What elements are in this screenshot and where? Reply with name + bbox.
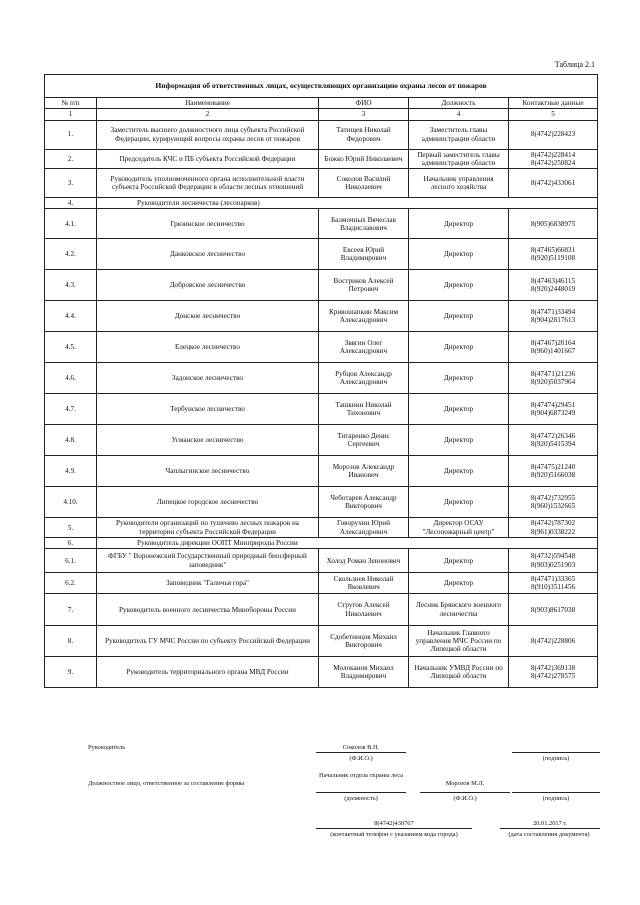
row-position: Начальник управления лесного хозяйства [409,169,509,198]
table-row [45,198,598,209]
table-row [45,394,598,425]
row-contact: 8(47474)29451 8(904)6873249 [509,394,598,425]
row-number: 4.8. [45,425,97,456]
contact-phone-line [316,828,472,829]
row-name: Елецкое лесничество [97,332,319,363]
row-fio: Звягин Олег Александрович [319,332,409,363]
responsible-name: Морозов М.Л. [445,780,485,787]
row-contact: 8(4742)228423 [509,120,598,149]
row-number: 6.2. [45,573,97,594]
row-position: Начальник УМВД России по Липецкой области [409,657,509,688]
table-row [45,573,598,594]
row-contact: 8(4742)787302 8(961)0338222 [509,518,598,538]
row-name: Усманское лесничество [97,425,319,456]
column-header: Должность [409,98,509,109]
head-label: Руководитель [88,744,126,751]
row-name: Руководитель ГУ МЧС России по субъекту Российской Федерации [97,626,319,657]
row-name: Донское лесничество [97,301,319,332]
row-fio: Божко Юрий Николаевич [319,149,409,169]
row-number: 5. [45,518,97,538]
responsible-sign-line [512,792,600,793]
column-header: Наименование [97,98,319,109]
table-row [45,270,598,301]
row-contact: 8(47472)26346 8(920)5415394 [509,425,598,456]
row-fio: Стругов Алексей Николаевич [319,594,409,626]
row-position: Директор [409,456,509,487]
table-row [45,209,598,239]
table-row [45,487,598,518]
row-name: Грязинское лесничество [97,209,319,239]
responsible-name-line [420,792,510,793]
row-position: Директор [409,301,509,332]
row-position: Начальник Главного управления МЧС России по Липецкой области [409,626,509,657]
section-name: Руководитель дирекции ООПТ Минприроды России [97,537,598,548]
row-position: Директор [409,487,509,518]
row-fio: Татищев Николай Федорович [319,120,409,149]
row-contact: 8(47471)21236 8(920)5037964 [509,363,598,394]
table-row [45,549,598,573]
row-name: Чаплыгинское лесничество [97,456,319,487]
row-fio: Рубцов Александр Александрович [319,363,409,394]
row-number: 4.3. [45,270,97,301]
row-contact: 8(47471)33365 8(910)3511456 [509,573,598,594]
row-contact: 8(4742)732955 8(960)1532665 [509,487,598,518]
row-contact: 8(903)8617038 [509,594,598,626]
row-position: Лесник Брянского военного лесничества [409,594,509,626]
table-row [45,425,598,456]
row-fio: Холод Роман Зенонович [319,549,409,573]
table-row [45,518,598,538]
table-title: Информация об ответственных лицах, осуществляющих организацию охраны лесов от пожаров [45,75,598,98]
row-name: Добровское лесничество [97,270,319,301]
column-number-row [45,109,598,120]
column-header: ФИО [319,98,409,109]
row-fio: Говорухин Юрий Александрович [319,518,409,538]
row-name: Руководитель территориального органа МВД России [97,657,319,688]
row-name: Задонское лесничество [97,363,319,394]
column-header: № п/п [45,98,97,109]
row-fio: Чеботарев Александр Викторович [319,487,409,518]
document-date-line [500,828,600,829]
row-name: Липецкое городское лесничество [97,487,319,518]
row-number: 3. [45,169,97,198]
table-row [45,456,598,487]
responsible-label: Должностное лицо, ответственное за составление формы [88,780,245,787]
row-position: Директор [409,573,509,594]
row-name: Данковское лесничество [97,239,319,270]
table-row [45,537,598,548]
table-row [45,626,598,657]
head-name-caption: (Ф.И.О.) [349,755,373,762]
table-row [45,239,598,270]
row-contact: 8(4742)369138 8(4742)278575 [509,657,598,688]
table-row [45,169,598,198]
row-contact: 8(4732)594548 8(903)0251903 [509,549,598,573]
column-number: 3 [319,109,409,120]
row-position: Первый заместитель главы администрации области [409,149,509,169]
row-number: 2. [45,149,97,169]
row-contact: 8(905)6838975 [509,209,598,239]
document-date: 20.01.2017 г. [533,820,567,827]
head-sign-line [512,752,600,753]
column-number: 4 [409,109,509,120]
row-position: Директор [409,425,509,456]
row-number: 4. [45,198,97,209]
row-name: Заместитель высшего должностного лица субъекта Российской Федерации, курирующий вопросы охраны лесов от пожаров [97,120,319,149]
row-number: 4.7. [45,394,97,425]
row-name: Руководитель военного лесничества Минобороны России [97,594,319,626]
responsible-name-caption: (Ф.И.О.) [453,795,477,802]
row-number: 6.1. [45,549,97,573]
row-position: Директор [409,332,509,363]
row-position: Директор [409,209,509,239]
row-fio: Скользнев Николай Яковлевич [319,573,409,594]
row-fio: Молоканов Михаил Владимирович [319,657,409,688]
row-number: 4.4. [45,301,97,332]
row-fio: Морозов Александр Иванович [319,456,409,487]
row-fio: Евсеев Юрий Владимирович [319,239,409,270]
row-number: 4.6. [45,363,97,394]
row-contact: 8(47465)66831 8(920)5119108 [509,239,598,270]
responsible-persons-table [44,74,598,688]
responsible-sign-caption: (подпись) [542,795,570,802]
row-contact: 8(4742)433061 [509,169,598,198]
row-fio: Титаренко Денис Сергеевич [319,425,409,456]
responsible-position-caption: (должность) [344,795,378,802]
row-position: Директор [409,394,509,425]
contact-phone: 8(4742)430767 [374,820,414,827]
document-date-caption: (дата составления документа) [508,831,590,838]
responsible-position-line [316,792,406,793]
contact-phone-caption: (контактный телефон с указанием кода города) [330,831,458,838]
row-name: Тербунское лесничество [97,394,319,425]
row-fio: Сдобетинцов Михаил Викторович [319,626,409,657]
table-row [45,120,598,149]
row-number: 4.10. [45,487,97,518]
column-header: Контактные данные [509,98,598,109]
table-row [45,332,598,363]
table-row [45,657,598,688]
row-contact: 8(47475)21240 8(920)5166038 [509,456,598,487]
table-row [45,363,598,394]
row-contact: 8(47467)20164 8(960)1401667 [509,332,598,363]
row-fio: Соколов Василий Николаевич [319,169,409,198]
row-name: Руководитель уполномоченного органа исполнительной власти субъекта Российской Федерации в области лесных отношений [97,169,319,198]
column-number: 5 [509,109,598,120]
row-number: 8. [45,626,97,657]
table-row [45,149,598,169]
header-row [45,98,598,109]
head-name: Соколов В.Н. [342,744,380,751]
row-contact: 8(4742)228414 8(4742)250824 [509,149,598,169]
row-contact: 8(47463)46115 8(920)2448019 [509,270,598,301]
row-number: 4.1. [45,209,97,239]
row-position: Директор ОСАУ "Лесопожарный центр" [409,518,509,538]
row-number: 1. [45,120,97,149]
row-name: ФГБУ " Воронежский Государственный природный биосферный заповедник" [97,549,319,573]
table-row [45,594,598,626]
row-number: 7. [45,594,97,626]
row-position: Заместитель главы администрации области [409,120,509,149]
row-number: 4.2. [45,239,97,270]
row-number: 9. [45,657,97,688]
row-fio: Кривошапкин Максим Александрович [319,301,409,332]
table-label: Таблица 2.1 [554,60,595,69]
row-contact: 8(47471)33494 8(904)2817613 [509,301,598,332]
head-sign-caption: (подпись) [542,755,570,762]
table-row [45,301,598,332]
row-position: Директор [409,363,509,394]
row-position: Директор [409,239,509,270]
row-number: 4.5. [45,332,97,363]
row-fio: Балмочных Вячеслав Владиславович [319,209,409,239]
row-name: Председатель КЧС и ПБ субъекта Российской Федерации [97,149,319,169]
row-fio: Ташкинн Николай Тихонович [319,394,409,425]
row-position: Директор [409,270,509,301]
row-position: Директор [409,549,509,573]
row-name: Руководители организаций по тушению лесных пожаров на территории субъекта Российской Федерации [97,518,319,538]
row-number: 6. [45,537,97,548]
responsible-position: Начальник отдела охраны леса [319,772,403,779]
head-name-line [316,752,406,753]
section-name: Руководители лесничества (лесопарков) [97,198,598,209]
row-fio: Востриков Алексей Петрович [319,270,409,301]
row-number: 4.9. [45,456,97,487]
row-contact: 8(4742)228806 [509,626,598,657]
row-name: Заповедник "Галичья гора" [97,573,319,594]
column-number: 1 [45,109,97,120]
column-number: 2 [97,109,319,120]
